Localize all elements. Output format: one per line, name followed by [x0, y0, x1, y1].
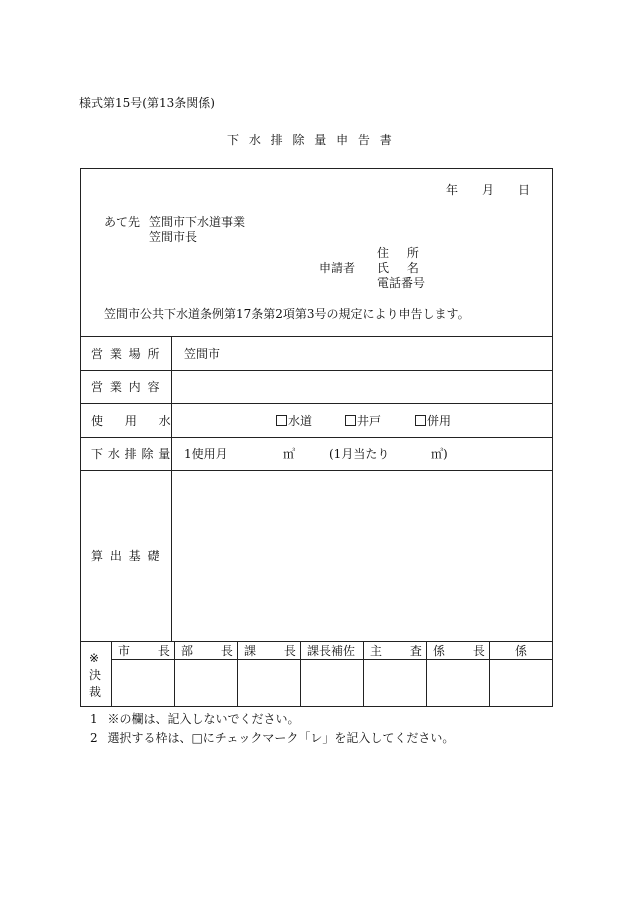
approval-col-inspector: 主 査 [370, 644, 422, 658]
applicant-name-label: 氏 名 [377, 261, 419, 275]
applicant-label: 申請者 [319, 261, 356, 275]
water-option-well[interactable] [345, 415, 381, 427]
checkbox-icon[interactable] [345, 415, 356, 426]
note-2: 2 選択する枠は、□にチェックマーク「レ」を記入してください。 [90, 731, 455, 745]
water-option-label: 水道 [288, 414, 313, 428]
approval-col-line [426, 641, 427, 706]
addressee-line2: 笠間市長 [149, 230, 198, 244]
approval-side-2: 裁 [89, 685, 102, 699]
label-divider [171, 336, 172, 641]
frame-bottom [80, 706, 553, 707]
approval-col-mayor: 市 長 [118, 644, 170, 658]
date-year: 年 [446, 183, 459, 197]
basis-label: 算 出 基 礎 [91, 549, 160, 563]
date-day: 日 [518, 183, 531, 197]
declaration-text: 笠間市公共下水道条例第17条第2項第3号の規定により申告します。 [104, 307, 470, 321]
addressee-label: あて先 [104, 215, 141, 229]
approval-col-line [363, 641, 364, 706]
water-option-tap[interactable] [276, 415, 312, 427]
approval-col-line [489, 641, 490, 706]
approval-col-director: 部 長 [181, 644, 233, 658]
approval-header-line [111, 659, 553, 660]
approval-col-deputy: 課長補佐 [307, 644, 356, 658]
row-line [80, 403, 553, 404]
applicant-phone-label: 電話番号 [377, 276, 426, 290]
discharge-unit-2: ㎥) [431, 447, 448, 461]
discharge-per-day: (1月当たり [329, 447, 390, 461]
date-month: 月 [482, 183, 495, 197]
water-use-label: 使 用 水 [91, 414, 171, 428]
water-option-label: 井戸 [357, 414, 382, 428]
row-line [80, 336, 553, 337]
approval-col-line [174, 641, 175, 706]
discharge-label: 下 水 排 除 量 [91, 447, 171, 461]
approval-col-section-chief: 課 長 [244, 644, 296, 658]
checkbox-icon[interactable] [276, 415, 287, 426]
form-number: 様式第15号(第13条関係) [79, 96, 215, 110]
approval-col-line [300, 641, 301, 706]
approval-left-divider [111, 641, 112, 706]
business-place-value[interactable]: 笠間市 [184, 347, 221, 361]
discharge-unit-1: ㎥ [283, 447, 296, 461]
applicant-address-label: 住 所 [377, 246, 419, 260]
water-option-both[interactable] [415, 415, 451, 427]
approval-mark: ※ [89, 651, 100, 665]
row-line [80, 370, 553, 371]
frame-top [80, 168, 553, 169]
approval-col-unit-chief: 係 長 [433, 644, 485, 658]
page-title: 下 水 排 除 量 申 告 書 [227, 133, 392, 147]
basis-field[interactable] [173, 472, 551, 640]
business-content-label: 営 業 内 容 [91, 380, 160, 394]
approval-side-1: 決 [89, 668, 102, 682]
row-line [80, 641, 553, 642]
discharge-per-month: 1使用月 [184, 447, 228, 461]
row-line [80, 437, 553, 438]
water-option-label: 併用 [427, 414, 452, 428]
row-line [80, 470, 553, 471]
business-place-label: 営 業 場 所 [91, 347, 160, 361]
approval-col-line [237, 641, 238, 706]
addressee-line1: 笠間市下水道事業 [149, 215, 246, 229]
approval-col-staff: 係 [515, 644, 528, 658]
note-1: 1 ※の欄は、記入しないでください。 [90, 712, 300, 726]
checkbox-icon[interactable] [415, 415, 426, 426]
